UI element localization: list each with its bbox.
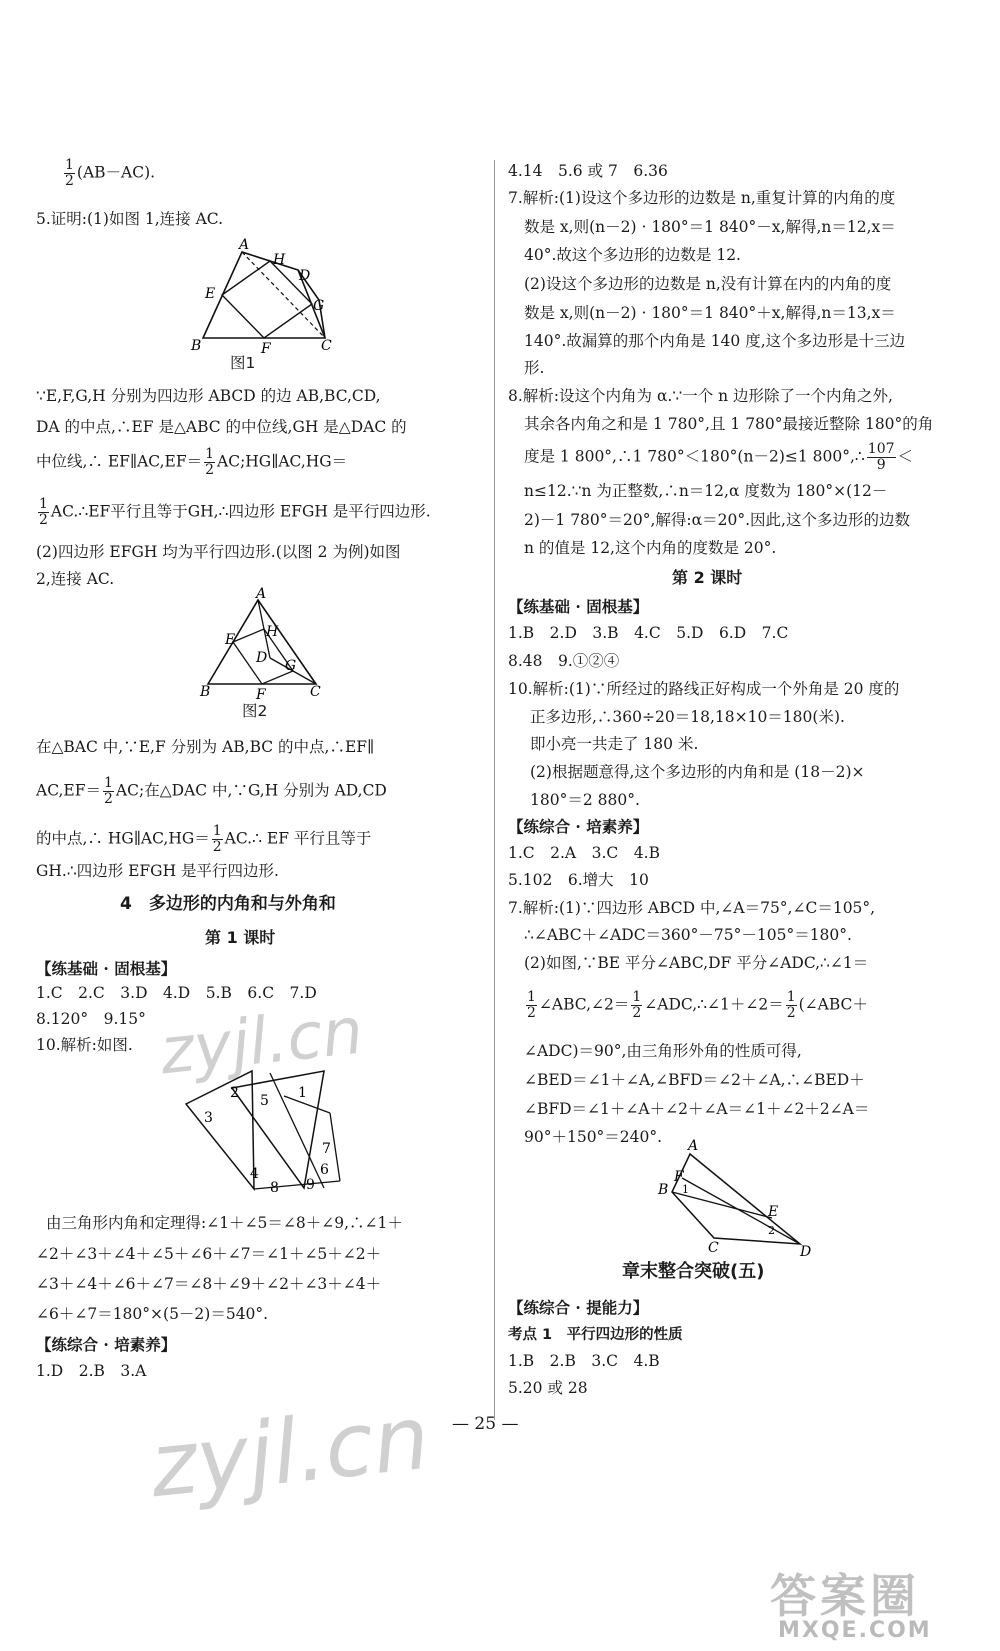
column-divider [494,160,495,1420]
answers-line: 1.C 2.A 3.C 4.B [508,844,660,862]
svg-text:3: 3 [204,1110,213,1126]
text-line: ∵E,F,G,H 分别为四边形 ABCD 的边 AB,BC,CD, [36,387,381,405]
answers-line: 1.D 2.B 3.A [36,1362,147,1380]
text-line: ∠3＋∠4＋∠6＋∠7＝∠8＋∠9＋∠2＋∠3＋∠4＋ [36,1275,382,1293]
svg-text:C: C [321,338,332,354]
answers-line: 8.120° 9.15° [36,1010,146,1028]
answers-line: 4.14 5.6 或 7 6.36 [508,162,668,180]
text-line: 8.解析:设这个内角为 α.∵一个 n 边形除了一个内角之外, [508,387,893,405]
text-line: 7.解析:(1)∵四边形 ABCD 中,∠A＝75°,∠C＝105°, [508,899,876,917]
figure-angles [180,1063,350,1213]
svg-text:A: A [256,586,267,602]
text-line: ∠ADC)＝90°,由三角形外角的性质可得, [524,1042,802,1060]
svg-text:G: G [313,298,325,314]
answers-line: 1.B 2.B 3.C 4.B [508,1352,660,1370]
text-line: (2)四边形 EFGH 均为平行四边形.(以图 2 为例)如图 [36,543,401,561]
figure-1-caption: 图1 [230,354,256,372]
key-point-title: 考点 1 平行四边形的性质 [508,1327,683,1343]
text-line: n≤12.∵n 为正整数,∴n＝12,α 度数为 180°×(12－ [524,482,888,500]
text-line: 形. [524,359,545,377]
watermark-bottom: zyjl.cn [145,1385,434,1518]
text-line: 度是 1 800°,∴1 780°＜180°(n－2)≤1 800°,∴ $\frac{107}{9}$ ＜ [524,441,914,473]
text-line: 2)－1 780°＝20°,解得:α＝20°.因此,这个多边形的边数 [524,511,910,529]
section-title: 4 多边形的内角和与外角和 [120,894,336,914]
answers-line: 8.48 9.①②④ [508,652,620,670]
svg-text:D: D [299,268,311,284]
section-tag: 【练基础 · 固根基】 [508,597,649,616]
svg-text:4: 4 [250,1166,259,1182]
text-line: ∠BFD＝∠1＋∠A＋∠2＋∠A＝∠1＋∠2＋2∠A＝ [524,1100,870,1118]
text-line: (2)如图,∵BE 平分∠ABC,DF 平分∠ADC,∴∠1＝ [524,954,869,972]
text-line: 40°.故这个多边形的边数是 12. [524,246,741,264]
logo-url: MXQE.COM [778,1618,932,1643]
svg-text:9: 9 [306,1177,315,1193]
svg-text:7: 7 [322,1141,331,1157]
svg-text:E: E [205,286,216,302]
line-half-ab-ac: $\frac{1}{2}$ (AB－AC). [65,157,156,189]
fraction-half: $\frac{1}{2}$ [65,157,74,189]
svg-text:1: 1 [298,1085,307,1101]
figure-2 [198,586,328,706]
text-line: 中位线,∴ EF∥AC,EF＝ $\frac{1}{2}$ AC;HG∥AC,HG＝ [36,446,348,478]
text-line: 数是 x,则(n－2) · 180°＝1 840°＋x,解得,n＝13,x＝ [524,304,896,322]
svg-text:F: F [674,1169,684,1185]
text-line: DA 的中点,∴EF 是△ABC 的中位线,GH 是△DAC 的 [36,418,407,436]
svg-text:H: H [266,624,279,640]
svg-text:2: 2 [768,1224,775,1237]
text-line: ∠2＋∠3＋∠4＋∠5＋∠6＋∠7＝∠1＋∠5＋∠2＋ [36,1245,382,1263]
text-line: 在△BAC 中,∵E,F 分别为 AB,BC 的中点,∴EF∥ [36,738,375,756]
svg-text:6: 6 [320,1162,329,1178]
svg-text:F: F [261,341,271,357]
svg-text:E: E [225,632,236,648]
svg-text:B: B [200,684,211,700]
section-tag: 【练综合 · 提能力】 [508,1298,649,1317]
logo-text: 答案圈 [770,1569,920,1623]
figure-quadrilateral [650,1138,820,1260]
text-line: AC,EF＝ $\frac{1}{2}$ AC;在△DAC 中,∵G,H 分别为 AD,CD [36,775,387,807]
watermark-mid: zyjl.cn [156,994,367,1090]
svg-text:C: C [310,684,321,700]
chapter-title: 章末整合突破(五) [622,1261,765,1282]
text-line: (2)设这个多边形的边数是 n,没有计算在内的内角的度 [524,275,892,293]
text-line: 由三角形内角和定理得:∠1＋∠5＝∠8＋∠9,∴∠1＋ [46,1214,403,1232]
lesson-title: 第 1 课时 [205,928,276,947]
lesson-title: 第 2 课时 [672,568,743,587]
page-number: — 25 — [452,1414,519,1434]
svg-text:5: 5 [260,1093,269,1109]
text-line: 即小亮一共走了 180 米. [530,735,699,753]
text-line: 2,连接 AC. [36,570,115,588]
text-line: $\frac{1}{2}$ AC.∴EF平行且等于GH,∴四边形 EFGH 是平行四边形. [39,496,431,528]
section-tag: 【练综合 · 培素养】 [36,1335,177,1354]
text-line: 数是 x,则(n－2) · 180°＝1 840°－x,解得,n＝12,x＝ [524,218,896,236]
logo [770,1560,985,1645]
text-line: $\frac{1}{2}$ ∠ABC,∠2＝ $\frac{1}{2}$ ∠ADC,∴∠1＋∠2＝ $\frac{1}{2}$ (∠ABC＋ [527,989,868,1021]
svg-text:D: D [800,1244,812,1260]
text-line: ∴∠ABC＋∠ADC＝360°－75°－105°＝180°. [524,926,852,944]
text-line: ∠BED＝∠1＋∠A,∠BFD＝∠2＋∠A,∴∠BED＋ [524,1071,865,1089]
svg-text:A: A [688,1138,699,1154]
svg-text:C: C [708,1240,719,1256]
svg-text:8: 8 [270,1180,279,1196]
answers-line: 1.C 2.C 3.D 4.D 5.B 6.C 7.D [36,984,317,1002]
svg-text:E: E [768,1204,779,1220]
text-line: 的中点,∴ HG∥AC,HG＝ $\frac{1}{2}$ AC.∴ EF 平行且等于 [36,823,372,855]
svg-text:H: H [273,252,286,268]
text-line: GH.∴四边形 EFGH 是平行四边形. [36,862,279,880]
answers-line: 10.解析:如图. [36,1036,133,1054]
section-tag: 【练基础 · 固根基】 [36,959,177,978]
svg-text:2: 2 [230,1085,239,1101]
text-line: 其余各内角之和是 1 780°,且 1 780°最接近整除 180°的角 [524,415,934,433]
text-line: (2)根据题意得,这个多边形的内角和是 (18－2)× [530,763,865,781]
text-line: 90°＋150°＝240°. [524,1128,663,1146]
text-line: 140°.故漏算的那个内角是 140 度,这个多边形是十三边 [524,332,906,350]
section-tag: 【练综合 · 培素养】 [508,817,649,836]
svg-text:1: 1 [682,1183,689,1196]
text-line: 180°＝2 880°. [530,791,640,809]
answers-line: 1.B 2.D 3.B 4.C 5.D 6.D 7.C [508,624,789,642]
text-line: ∠6＋∠7＝180°×(5－2)＝540°. [36,1305,269,1323]
q5-proof: 5.证明:(1)如图 1,连接 AC. [36,210,224,228]
svg-text:B: B [658,1182,669,1198]
svg-text:D: D [256,650,268,666]
text-line: 10.解析:(1)∵所经过的路线正好构成一个外角是 20 度的 [508,680,900,698]
figure-2-caption: 图2 [242,702,268,720]
answers-line: 5.20 或 28 [508,1379,588,1397]
answers-line: 5.102 6.增大 10 [508,871,649,889]
svg-text:A: A [239,237,250,253]
svg-text:B: B [191,338,202,354]
text-line: 正多边形,∴360÷20＝18,18×10＝180(米). [530,708,845,726]
figure-1 [185,238,345,358]
svg-text:G: G [285,658,297,674]
text-line: n 的值是 12,这个内角的度数是 20°. [524,539,777,557]
text-line: 7.解析:(1)设这个多边形的边数是 n,重复计算的内角的度 [508,189,896,207]
svg-text:F: F [256,687,266,703]
